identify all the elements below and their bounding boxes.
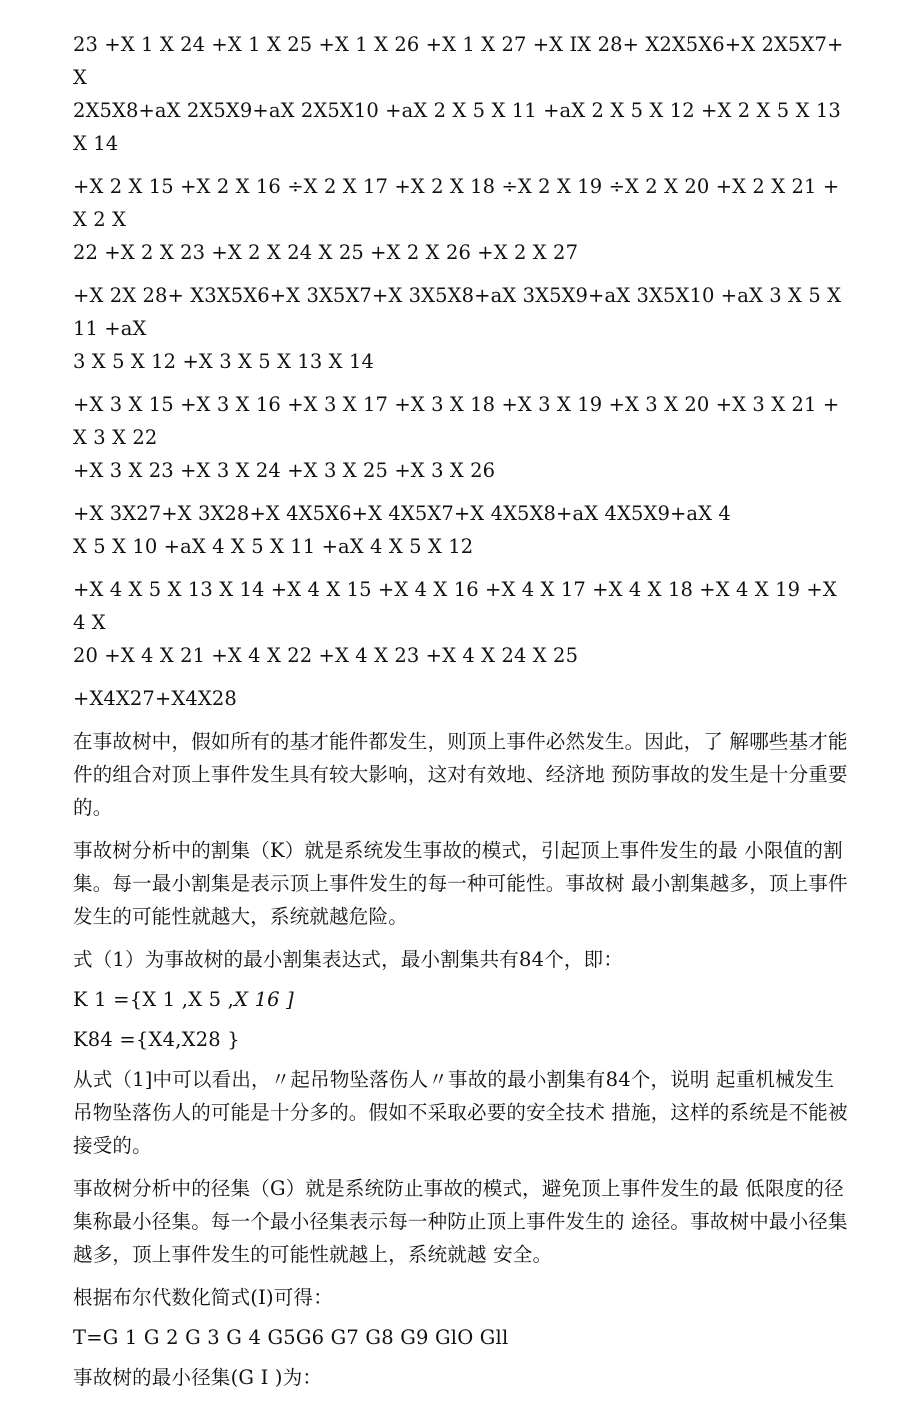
expression-line: 22 +X 2 X 23 +X 2 X 24 X 25 +X 2 X 26 +X 2 X 27 <box>73 241 579 264</box>
paragraph-min-path-set: 事故树的最小径集(G I )为： <box>73 1366 323 1389</box>
paragraph-cut-set-definition: 事故树分析中的割集（K）就是系统发生事故的模式，引起顶上事件发生的最 小限值的割集。每一最小割集是表示顶上事件发生的每一种可能性。事故树 最小割集越多，顶上事件发生的可能性就越大，系统就越危险。 <box>73 839 848 928</box>
expression-line: +X 3 X 23 +X 3 X 24 +X 3 X 25 +X 3 X 26 <box>73 459 496 482</box>
path-set-formula: T=G 1 G 2 G 3 G 4 G5G6 G7 G8 G9 GlO Gll <box>73 1326 509 1349</box>
expression-line: +X4X27+X4X28 <box>73 687 237 710</box>
paragraph-formula-intro: 式（1）为事故树的最小割集表达式，最小割集共有84个，即： <box>73 948 624 971</box>
expression-line: +X 2X 28+ X3X5X6+X 3X5X7+X 3X5X8+aX 3X5X9+aX 3X5X10 +aX 3 X 5 X 11 +aX <box>73 284 842 340</box>
expression-line: X 5 X 10 +aX 4 X 5 X 11 +aX 4 X 5 X 12 <box>73 535 474 558</box>
expression-line: +X 3X27+X 3X28+X 4X5X6+X 4X5X7+X 4X5X8+aX 4X5X9+aX 4 <box>73 502 731 525</box>
expression-block <box>73 573 853 672</box>
expression-block <box>73 682 853 715</box>
cut-set-expression <box>73 28 853 715</box>
paragraph-basic-events: 在事故树中，假如所有的基才能件都发生，则顶上事件必然发生。因此，了 解哪些基才能件的组合对顶上事件发生具有较大影响，这对有效地、经济地 预防事故的发生是十分重要的。 <box>73 730 848 819</box>
expression-block <box>73 279 853 378</box>
paragraph-boolean-simplification: 根据布尔代数化简式(I)可得： <box>73 1286 333 1309</box>
expression-line: 2X5X8+aX 2X5X9+aX 2X5X10 +aX 2 X 5 X 11 +aX 2 X 5 X 12 +X 2 X 5 X 13 X 14 <box>73 99 841 155</box>
k1-italic-part: X 16 ] <box>234 988 294 1011</box>
expression-block <box>73 170 853 269</box>
expression-block <box>73 28 853 160</box>
cut-set-k84: K84 ={X4,X28 } <box>73 1028 240 1051</box>
expression-block <box>73 388 853 487</box>
document-page <box>73 28 853 1404</box>
paragraph-conclusion: 从式（1]中可以看出，〃起吊物坠落伤人〃事故的最小割集有84个，说明 起重机械发生吊物坠落伤人的可能是十分多的。假如不采取必要的安全技术 措施，这样的系统是不能被接受的。 <box>73 1068 848 1157</box>
cut-set-k1 <box>73 983 853 1016</box>
paragraph-path-set-definition: 事故树分析中的径集（G）就是系统防止事故的模式，避免顶上事件发生的最 低限度的径集称最小径集。每一个最小径集表示每一种防止顶上事件发生的 途径。事故树中最小径集越多，顶上事件发生的可能性就越上，系统就越 安全。 <box>73 1177 848 1266</box>
expression-line: +X 4 X 5 X 13 X 14 +X 4 X 15 +X 4 X 16 +X 4 X 17 +X 4 X 18 +X 4 X 19 +X 4 X <box>73 578 837 634</box>
expression-line: +X 2 X 15 +X 2 X 16 ÷X 2 X 17 +X 2 X 18 ÷X 2 X 19 ÷X 2 X 20 +X 2 X 21 +X 2 X <box>73 175 840 231</box>
expression-line: +X 3 X 15 +X 3 X 16 +X 3 X 17 +X 3 X 18 +X 3 X 19 +X 3 X 20 +X 3 X 21 +X 3 X 22 <box>73 393 840 449</box>
expression-line: 23 +X 1 X 24 +X 1 X 25 +X 1 X 26 +X 1 X 27 +X IX 28+ X2X5X6+X 2X5X7+X <box>73 33 844 89</box>
expression-line: 3 X 5 X 12 +X 3 X 5 X 13 X 14 <box>73 350 374 373</box>
k1-prefix: K 1 ={X 1 ,X 5 , <box>73 988 235 1011</box>
expression-line: 20 +X 4 X 21 +X 4 X 22 +X 4 X 23 +X 4 X 24 X 25 <box>73 644 579 667</box>
expression-block <box>73 497 853 563</box>
